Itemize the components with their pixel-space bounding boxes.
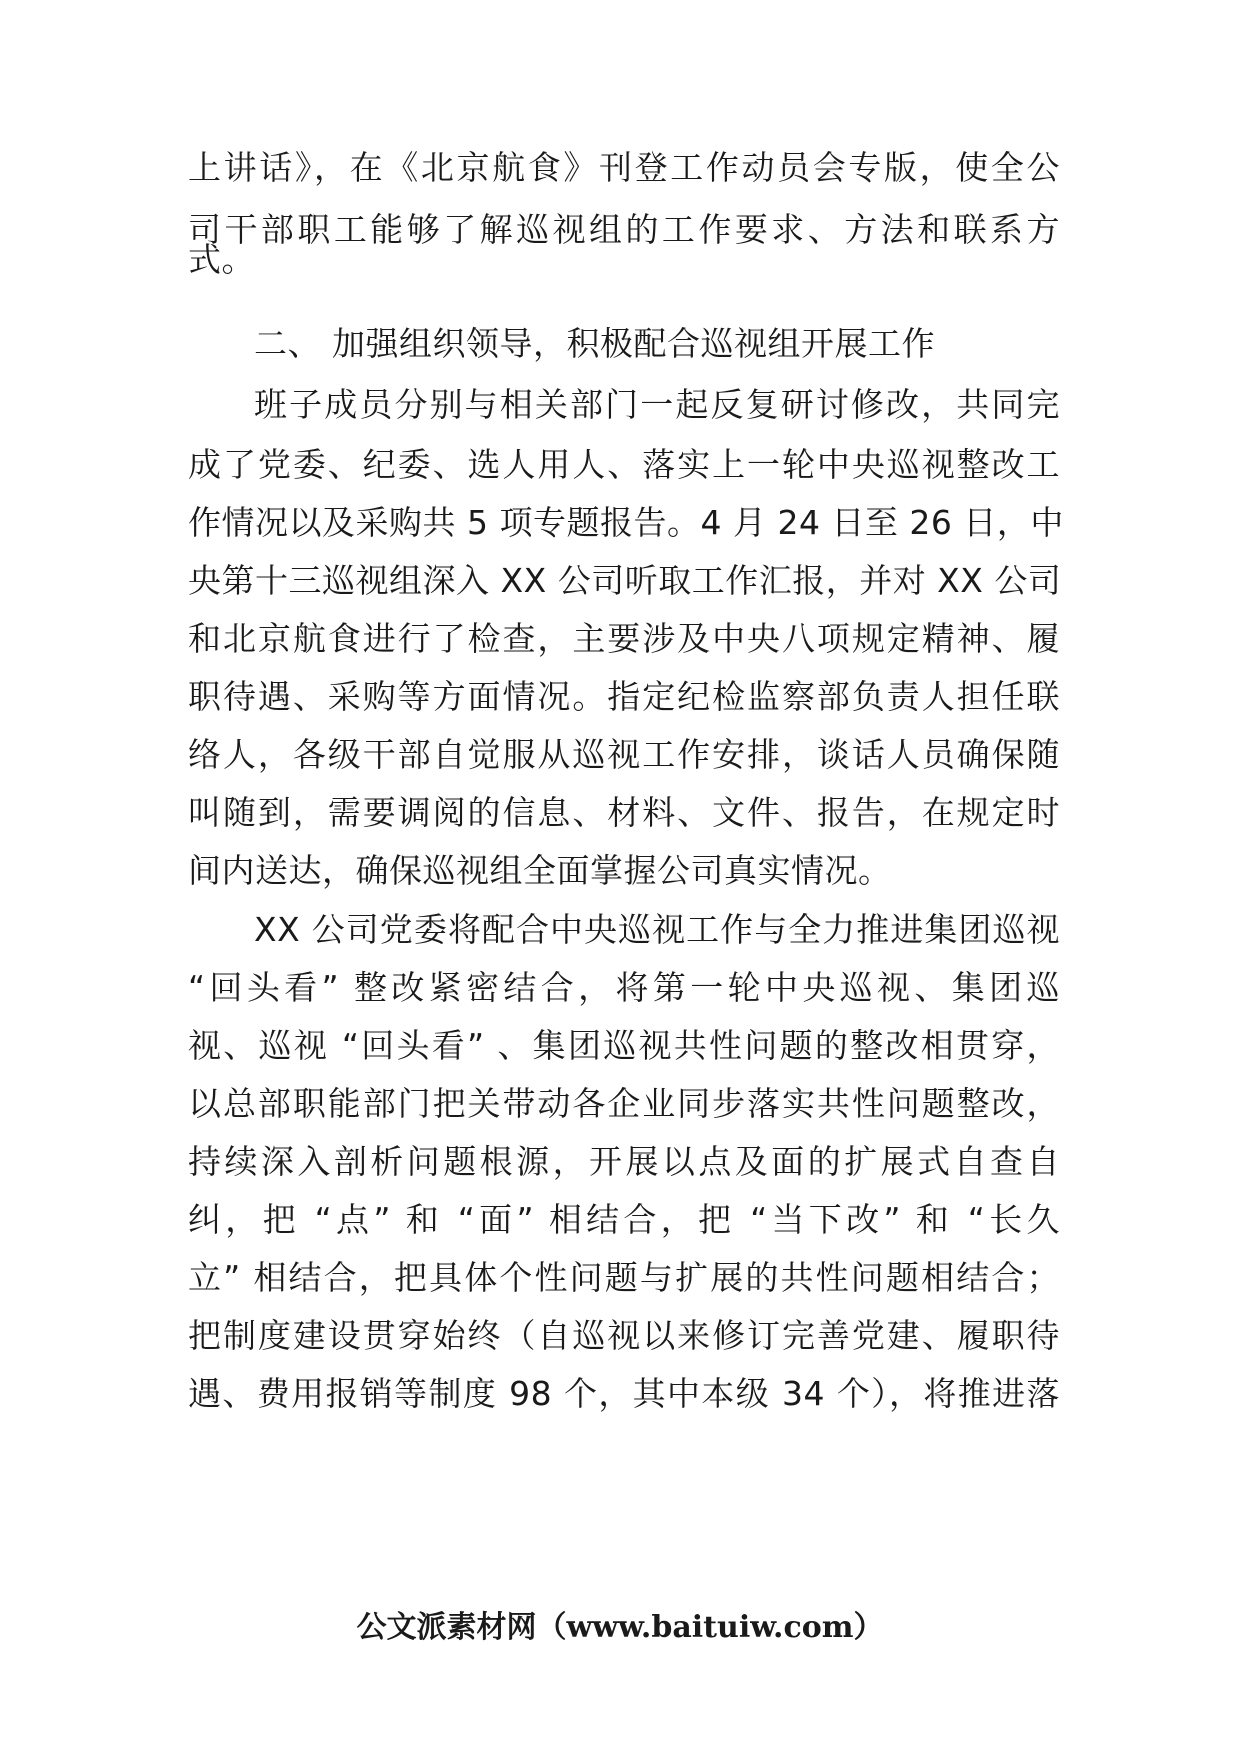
text-line-11: 络人，各级干部自觉服从巡视工作安排，谈话人员确保随 [188,735,1060,774]
text-line-6: 成了党委、纪委、选人用人、落实上一轮中央巡视整改工 [188,445,1060,484]
text-line-20: 立” 相结合，把具体个性问题与扩展的共性问题相结合； [188,1258,1060,1297]
text-line-5: 班子成员分别与相关部门一起反复研讨修改，共同完 [254,385,1060,424]
text-line-10: 职待遇、采购等方面情况。指定纪检监察部负责人担任联 [188,677,1060,716]
text-line-15: “回头看” 整改紧密结合，将第一轮中央巡视、集团巡 [188,968,1060,1007]
text-line-19: 纠，把 “点” 和 “面” 相结合，把 “当下改” 和 “长久 [188,1200,1060,1239]
text-line-3: 式。 [188,240,255,279]
text-line-18: 持续深入剖析问题根源，开展以点及面的扩展式自查自 [188,1142,1060,1181]
watermark-footer: 公文派素材网（www.baituiw.com） [356,1610,884,1645]
text-line-7: 作情况以及采购共 5 项专题报告。4 月 24 日至 26 日，中 [188,503,1064,542]
section-heading: 二、 加强组织领导，积极配合巡视组开展工作 [254,324,935,363]
text-line-1: 上讲话》，在《北京航食》刊登工作动员会专版，使全公 [188,148,1060,187]
text-line-14: XX 公司党委将配合中央巡视工作与全力推进集团巡视 [254,910,1060,949]
text-line-2: 司干部职工能够了解巡视组的工作要求、方法和联系方 [188,210,1060,249]
text-line-12: 叫随到，需要调阅的信息、材料、文件、报告，在规定时 [188,793,1060,832]
text-line-17: 以总部职能部门把关带动各企业同步落实共性问题整改， [188,1084,1060,1123]
text-line-8: 央第十三巡视组深入 XX 公司听取工作汇报，并对 XX 公司 [188,561,1062,600]
text-line-13: 间内送达，确保巡视组全面掌握公司真实情况。 [188,851,892,890]
text-line-21: 把制度建设贯穿始终（自巡视以来修订完善党建、履职待 [188,1316,1060,1355]
text-line-16: 视、巡视 “回头看” 、集团巡视共性问题的整改相贯穿， [188,1026,1060,1065]
text-line-9: 和北京航食进行了检查，主要涉及中央八项规定精神、履 [188,619,1060,658]
text-line-22: 遇、费用报销等制度 98 个，其中本级 34 个），将推进落 [188,1374,1060,1413]
